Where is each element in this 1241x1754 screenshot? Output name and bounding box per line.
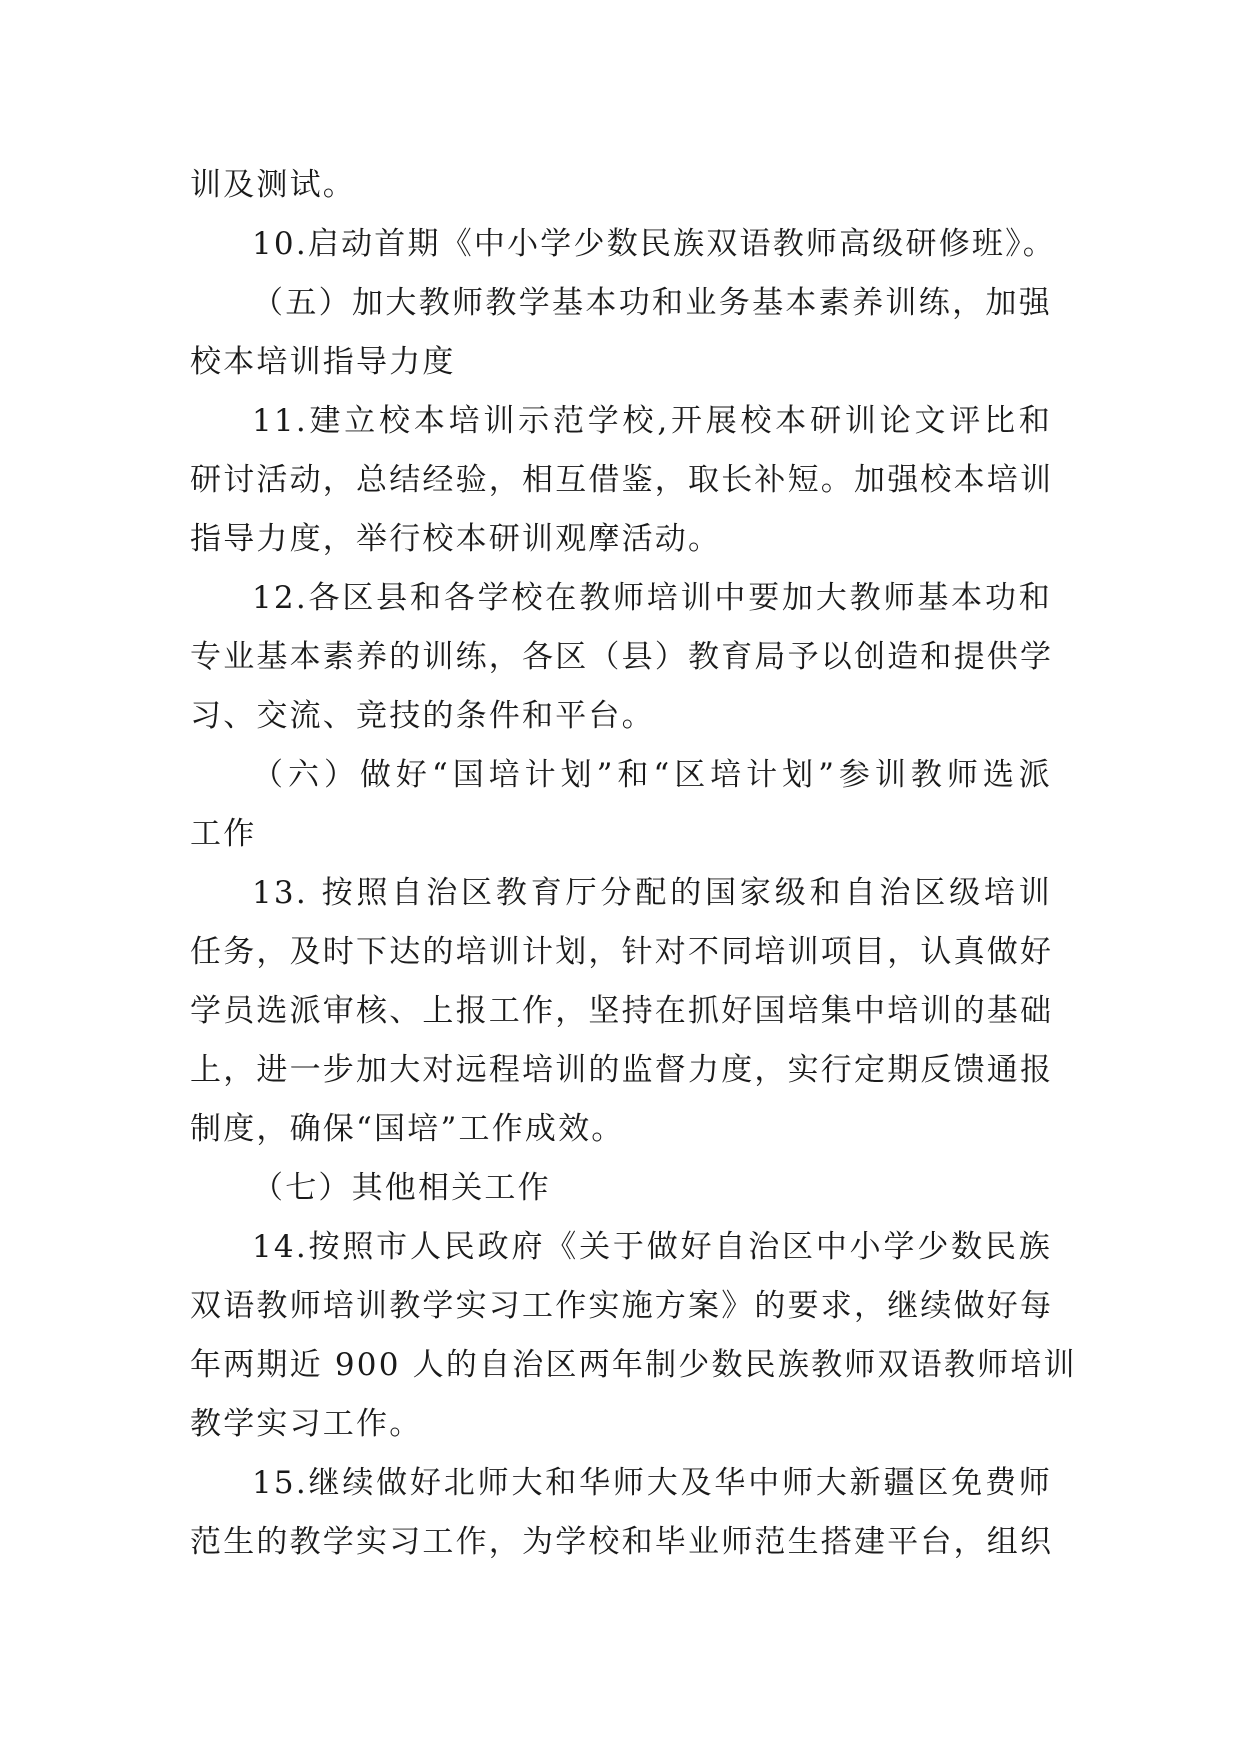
section-heading-line: （六）做好“国培计划”和“区培计划”参训教师选派 [252, 757, 1052, 793]
text-line: 教学实习工作。 [190, 1406, 423, 1442]
text-line: 制度，确保“国培”工作成效。 [190, 1111, 625, 1147]
text-line: 14.按照市人民政府《关于做好自治区中小学少数民族 [252, 1229, 1052, 1265]
text-line: 范生的教学实习工作，为学校和毕业师范生搭建平台，组织 [190, 1524, 1054, 1560]
section-heading-line: （七）其他相关工作 [252, 1170, 551, 1206]
text-line: 双语教师培训教学实习工作实施方案》的要求，继续做好每 [190, 1288, 1054, 1324]
section-heading-line: （五）加大教师教学基本功和业务基本素养训练，加强 [252, 285, 1052, 321]
text-line: 任务，及时下达的培训计划，针对不同培训项目，认真做好 [190, 934, 1054, 970]
section-heading-line: 校本培训指导力度 [190, 344, 456, 380]
document-body [190, 156, 1077, 1572]
text-line: 上，进一步加大对远程培训的监督力度，实行定期反馈通报 [190, 1052, 1054, 1088]
text-line: 年两期近 900 人的自治区两年制少数民族教师双语教师培训 [190, 1347, 1077, 1383]
text-line: 15.继续做好北师大和华师大及华中师大新疆区免费师 [252, 1465, 1052, 1501]
text-line: 研讨活动，总结经验，相互借鉴，取长补短。加强校本培训 [190, 462, 1054, 498]
text-line: 12.各区县和各学校在教师培训中要加大教师基本功和 [252, 580, 1052, 616]
text-line: 专业基本素养的训练，各区（县）教育局予以创造和提供学 [190, 639, 1054, 675]
text-line: 10.启动首期《中小学少数民族双语教师高级研修班》。 [252, 226, 1056, 262]
text-line: 指导力度，举行校本研训观摩活动。 [190, 521, 722, 557]
text-line: 11.建立校本培训示范学校,开展校本研训论文评比和 [252, 403, 1052, 439]
text-line: 习、交流、竞技的条件和平台。 [190, 698, 655, 734]
section-heading-line: 工作 [190, 816, 257, 852]
text-line: 训及测试。 [190, 167, 356, 203]
text-line: 学员选派审核、上报工作，坚持在抓好国培集中培训的基础 [190, 993, 1054, 1029]
text-line: 13. 按照自治区教育厅分配的国家级和自治区级培训 [252, 875, 1052, 911]
